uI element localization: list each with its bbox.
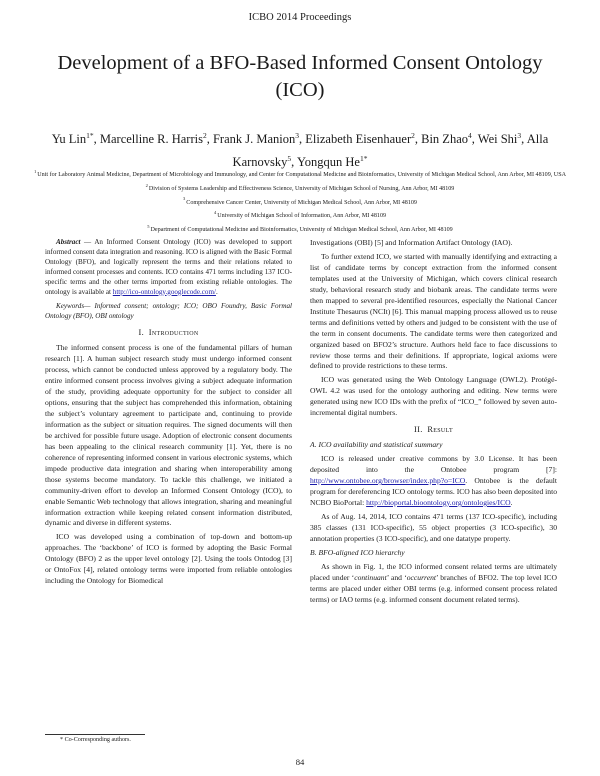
keywords: Keywords— Informed consent; ontology; ICO; OBO Foundry, Basic Formal Ontology (BFO), OBI ontology bbox=[45, 302, 292, 321]
abstract-dash: — bbox=[80, 238, 95, 246]
author-affiliation-mark: 2 bbox=[411, 131, 415, 140]
affiliation-number: 2 bbox=[145, 182, 148, 188]
abstract-end: . bbox=[215, 287, 218, 296]
subsection-title: BFO-aligned ICO hierarchy bbox=[318, 547, 405, 557]
author-name: Bin Zhao bbox=[421, 132, 468, 147]
section-heading-introduction bbox=[45, 328, 292, 339]
author-separator: , bbox=[291, 155, 297, 170]
author-separator: , bbox=[299, 132, 306, 147]
author-affiliation-mark: 4 bbox=[468, 131, 472, 140]
subsection-letter: A. bbox=[310, 440, 317, 450]
author-name: Yu Lin bbox=[51, 132, 87, 147]
result-a-text-2: . Ontobee is the default program for dereferencing ICO ontology terms. ICO has also been deposited into NCBO BioPortal: bbox=[310, 476, 557, 507]
author-affiliation-mark: 1* bbox=[359, 154, 368, 164]
intro-paragraph-4: ICO was generated using the Web Ontology Language (OWL2). Protégé-OWL 4.2 was used for the ontology authoring and editing. New terms were generated using new ICO IDs with the prefix of “ICO_” followed by seven auto-incremental digital numbers. bbox=[310, 375, 557, 418]
affiliation-line bbox=[30, 167, 570, 181]
affiliation-text: Unit for Laboratory Animal Medicine, Department of Microbiology and Immunology, and Center for Computational Medicine and Bioinformatics, University of Michigan Medical School, Ann Arbor, MI 48109, USA bbox=[37, 172, 566, 179]
author-separator: , bbox=[471, 132, 478, 147]
occurrent-term: occurrent bbox=[406, 572, 436, 582]
intro-paragraph-3: To further extend ICO, we started with manually identifying and extracting a list of candidate terms by concept extraction from the informed consent templates used at the University of Michigan, which covers clinical research study, behavioral research study and biobank areas. The candidate terms were then mapped to several pre-identified resources, especially the National Cancer Institute Thesaurus (NCIt) [6]. This manual mapping process allowed us to reuse terms and definitions vetted by others and judged to be consistent with the use of the term in consent documents. The candidate terms were then categorized and organized based on BFO2’s structure. Authors held face to face discussions to review those terms and their definitions. If appropriate, logical axioms were defined to provide restrictions to these terms. bbox=[310, 251, 557, 371]
section-title: Result bbox=[427, 425, 453, 435]
affiliation-line bbox=[30, 194, 570, 208]
affiliation-number: 1 bbox=[34, 169, 37, 174]
affiliation-text: Department of Computational Medicine and Bioinformatics, University of Michigan Medical School, Ann Arbor, MI 48109 bbox=[150, 226, 453, 233]
intro-paragraph-2: ICO was developed using a combination of top-down and bottom-up approaches. The ‘backbone’ of ICO is formed by adopting the Basic Formal Ontology (BFO) 2 as the upper level ontology [2]. Using the tools Ontodog [3] or OntoFox [4], related ontology terms were imported from reliable ontologies including the Ontology for Biomedical bbox=[45, 532, 292, 586]
author-name: Frank J. Manion bbox=[212, 132, 296, 147]
result-b-text-2: ’ and ‘ bbox=[386, 572, 407, 582]
running-head: ICBO 2014 Proceedings bbox=[248, 12, 352, 23]
result-b-text-1: As shown in Fig. 1, the ICO informed consent related terms are ultimately placed under ‘ bbox=[310, 561, 557, 582]
affiliation-number: 4 bbox=[213, 210, 217, 216]
subsection-title: ICO availability and statistical summary bbox=[318, 440, 443, 450]
author-name: Alla Karnovsky bbox=[232, 132, 549, 170]
affiliation-text: University of Michigan School of Information, Ann Arbor, MI 48109 bbox=[217, 213, 387, 220]
section-heading-result bbox=[310, 425, 557, 436]
affiliation-list bbox=[30, 167, 570, 236]
abstract-label: Abstract bbox=[56, 238, 81, 246]
result-a-text-3: . bbox=[510, 497, 513, 507]
intro-paragraph-1: The informed consent process is one of the fundamental pillars of human research [1]. A human subject research study must undergo informed consent process, which cannot be conducted unless approved by a regulatory body. The entire informed consent process involves giving a subject adequate information of the study, providing adequate opportunity for the subject to consider all options, ensuring that the subject has comprehended this information, obtaining the subject’s voluntary agreement to participate and, continuing to provide information as the subject or situation requires. The signed documents will then be archived for possible future usage. Adoption of electronic consent documents has been appealing to the clinical research community [1]. Yet, there is no coherence of representing informed consent in various electronic systems, which impede productive data integration and sharing when interoperability among those systems become mandatory. To tackle this challenge, we initiated a community-driven effort to develop an Informed Consent Ontology (ICO), to enable Semantic Web technology that allows integration, sharing and meaningful information extraction while keeping related consent information distributed, dynamic and diverse in different systems. bbox=[45, 343, 292, 528]
author-affiliation-mark: 1* bbox=[86, 131, 94, 140]
left-column bbox=[45, 238, 292, 590]
ontobee-link[interactable]: http://www.ontobee.org/browser/index.php?o=ICO bbox=[310, 476, 466, 486]
result-a-paragraph-1 bbox=[310, 454, 557, 509]
result-b-paragraph-1 bbox=[310, 562, 557, 606]
affiliation-line bbox=[30, 181, 570, 195]
affiliation-line bbox=[30, 208, 570, 222]
result-b-text-3: ’ branches of BFO2. The top level ICO terms are placed under either OBI terms (e.g. informed consent process related terms) or IAO terms (e.g. informed consent document related terms). bbox=[310, 572, 557, 604]
author-name: Wei Shi bbox=[477, 132, 518, 147]
author-affiliation-mark: 3 bbox=[295, 131, 300, 140]
subsection-heading-b bbox=[310, 548, 557, 559]
footnote: * Co-Corresponding authors. bbox=[60, 737, 131, 743]
author-name: Marcelline R. Harris bbox=[99, 132, 203, 147]
right-column bbox=[310, 238, 557, 609]
ontology-link[interactable]: http://ico-ontology.googlecode.com/ bbox=[112, 287, 216, 296]
affiliation-text: Comprehensive Cancer Center, University of Michigan Medical School, Ann Arbor, MI 48109 bbox=[186, 199, 417, 206]
affiliation-number: 3 bbox=[183, 196, 186, 202]
author-separator: , bbox=[414, 132, 422, 147]
result-a-text-1: ICO is released under creative commons by 3.0 License. It has been deposited into the Ontobee program [7]: bbox=[310, 454, 557, 475]
author-separator: , bbox=[93, 132, 100, 147]
author-separator: , bbox=[521, 132, 527, 147]
section-number: II. bbox=[414, 425, 423, 435]
author-list bbox=[30, 126, 570, 172]
result-a-paragraph-2: As of Aug. 14, 2014, ICO contains 471 terms (137 ICO-specific), including 385 classes (131 ICO-specific), 55 object properties (3 ICO-specific), 30 annotation properties (3 ICO-specific), and one datatype property. bbox=[310, 511, 557, 543]
paper-title: Development of a BFO-Based Informed Consent Ontology (ICO) bbox=[57, 52, 543, 101]
author-separator: , bbox=[206, 132, 213, 147]
affiliation-number: 5 bbox=[147, 223, 150, 229]
footnote-divider bbox=[45, 734, 145, 735]
author-affiliation-mark: 2 bbox=[202, 131, 207, 140]
subsection-letter: B. bbox=[310, 547, 317, 557]
continuant-term: continuant bbox=[354, 572, 387, 582]
affiliation-text: Division of Systems Leadership and Effectiveness Science, University of Michigan School of Nursing, Ann Arbor, MI 48109 bbox=[148, 185, 455, 192]
author-affiliation-mark: 5 bbox=[287, 154, 292, 164]
abstract-text: An Informed Consent Ontology (ICO) was developed to support informed consent data integration and reasoning. ICO is aligned with the Basic Formal Ontology (BFO), and logically represent the terms and their relations related to informed consent processes and contents. ICO contains 471 terms including 137 ICO-specific terms and the other terms imported from existing reliable ontologies. The ontology is available at bbox=[45, 238, 293, 296]
page-number: 84 bbox=[295, 757, 305, 767]
author-name: Yongqun He bbox=[296, 155, 360, 170]
section-title: Introduction bbox=[148, 328, 199, 338]
section-number: I. bbox=[138, 328, 144, 338]
bioportal-link[interactable]: http://bioportal.bioontology.org/ontologies/ICO bbox=[366, 497, 511, 507]
affiliation-line bbox=[30, 222, 570, 236]
abstract bbox=[45, 238, 292, 297]
subsection-heading-a bbox=[310, 440, 557, 451]
intro-paragraph-2-continued: Investigations (OBI) [5] and Information Artifact Ontology (IAO). bbox=[310, 238, 513, 247]
author-affiliation-mark: 3 bbox=[517, 131, 522, 140]
author-name: Elizabeth Eisenhauer bbox=[305, 132, 412, 147]
